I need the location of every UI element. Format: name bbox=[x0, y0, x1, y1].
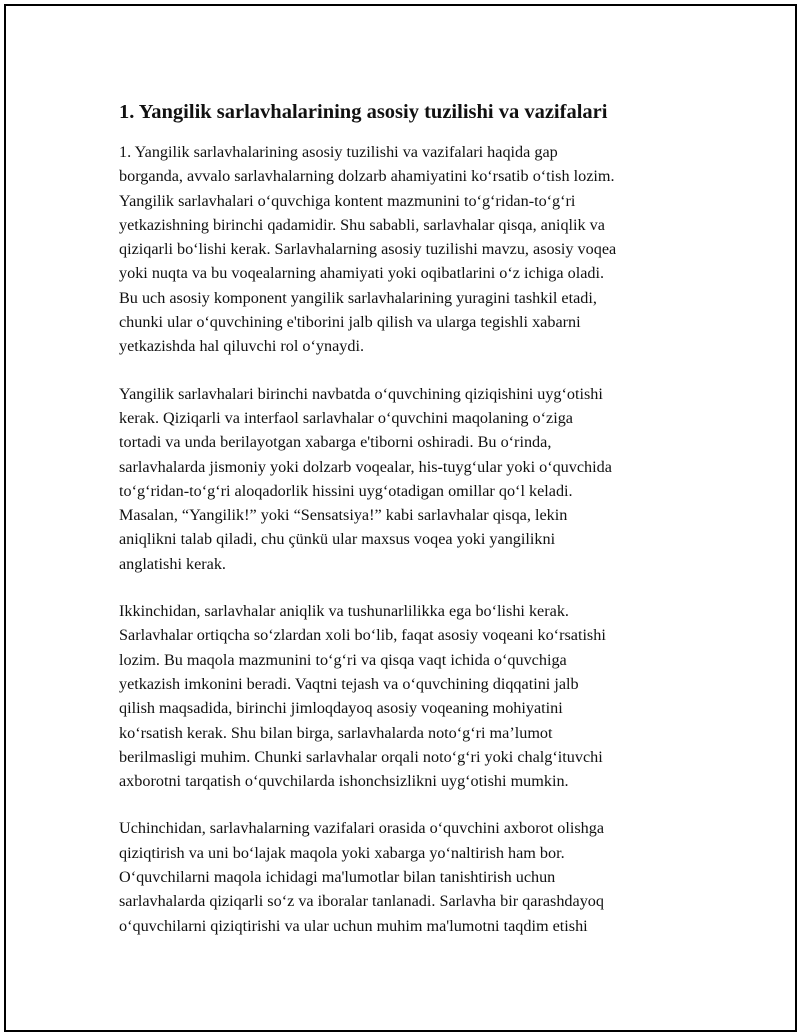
paragraph-line: oʻquvchilarni qiziqtirishi va ular uchun muhim ma'lumotni taqdim etishi bbox=[119, 916, 588, 935]
paragraph-2 bbox=[119, 382, 699, 576]
paragraph-line: Uchinchidan, sarlavhalarning vazifalari orasida oʻquvchini axborot olishga bbox=[119, 819, 605, 838]
paragraph-line: anglatishi kerak. bbox=[119, 554, 226, 573]
paragraph-1 bbox=[119, 140, 699, 359]
document-title: 1. Yangilik sarlavhalarining asosiy tuzilishi va vazifalari bbox=[119, 101, 608, 123]
paragraph-line: qiziqtirish va uni boʻlajak maqola yoki xabarga yoʻnaltirish ham bor. bbox=[119, 843, 565, 862]
paragraph-line: lozim. Bu maqola mazmunini toʻgʻri va qisqa vaqt ichida oʻquvchiga bbox=[119, 650, 567, 669]
paragraph-line: Yangilik sarlavhalari oʻquvchiga kontent mazmunini toʻgʻridan-toʻgʻri bbox=[119, 191, 576, 210]
paragraph-line: sarlavhalarda qiziqarli soʻz va iboralar tanlanadi. Sarlavha bir qarashdayoq bbox=[119, 892, 604, 911]
paragraph-line: berilmasligi muhim. Chunki sarlavhalar orqali notoʻgʻri yoki chalgʻituvchi bbox=[119, 747, 603, 766]
paragraph-line: tortadi va unda berilayotgan xabarga e'tiborni oshiradi. Bu oʻrinda, bbox=[119, 433, 552, 452]
paragraph-line: borganda, avvalo sarlavhalarning dolzarb ahamiyatini koʻrsatib oʻtish lozim. bbox=[119, 167, 615, 186]
paragraph-line: Masalan, “Yangilik!” yoki “Sensatsiya!” kabi sarlavhalar qisqa, lekin bbox=[119, 506, 568, 525]
paragraph-line: yetkazishda hal qiluvchi rol oʻynaydi. bbox=[119, 337, 364, 356]
paragraph-line: chunki ular oʻquvchining e'tiborini jalb qilish va ularga tegishli xabarni bbox=[119, 313, 581, 332]
document-body bbox=[119, 98, 699, 961]
paragraph-line: Yangilik sarlavhalari birinchi navbatda oʻquvchining qiziqishini uygʻotishi bbox=[119, 384, 603, 403]
paragraph-4 bbox=[119, 816, 699, 937]
paragraph-line: koʻrsatish kerak. Shu bilan birga, sarlavhalarda notoʻgʻri ma’lumot bbox=[119, 723, 553, 742]
paragraph-line: Sarlavhalar ortiqcha soʻzlardan xoli boʻlib, faqat asosiy voqeani koʻrsatishi bbox=[119, 626, 606, 645]
paragraph-line: yetkazishning birinchi qadamidir. Shu sababli, sarlavhalar qisqa, aniqlik va bbox=[119, 215, 605, 234]
paragraph-line: Ikkinchidan, sarlavhalar aniqlik va tushunarlilikka ega boʻlishi kerak. bbox=[119, 602, 569, 621]
paragraph-line: yoki nuqta va bu voqealarning ahamiyati yoki oqibatlarini oʻz ichiga oladi. bbox=[119, 264, 605, 283]
paragraph-line: kerak. Qiziqarli va interfaol sarlavhalar oʻquvchini maqolaning oʻziga bbox=[119, 408, 573, 427]
paragraph-line: aniqlikni talab qiladi, chu çünkü ular maxsus voqea yoki yangilikni bbox=[119, 530, 556, 549]
page-frame bbox=[4, 4, 797, 1032]
paragraph-line: Oʻquvchilarni maqola ichidagi ma'lumotlar bilan tanishtirish uchun bbox=[119, 868, 556, 887]
paragraph-line: Bu uch asosiy komponent yangilik sarlavhalarining yuragini tashkil etadi, bbox=[119, 288, 597, 307]
paragraph-line: axborotni tarqatish oʻquvchilarda ishonchsizlikni uygʻotishi mumkin. bbox=[119, 772, 569, 791]
paragraph-line: qiziqarli boʻlishi kerak. Sarlavhalarning asosiy tuzilishi mavzu, asosiy voqea bbox=[119, 240, 617, 259]
paragraph-line: toʻgʻridan-toʻgʻri aloqadorlik hissini uygʻotadigan omillar qoʻl keladi. bbox=[119, 481, 573, 500]
paragraph-line: sarlavhalarda jismoniy yoki dolzarb voqealar, his-tuygʻular yoki oʻquvchida bbox=[119, 457, 612, 476]
paragraph-line: 1. Yangilik sarlavhalarining asosiy tuzilishi va vazifalari haqida gap bbox=[119, 143, 558, 161]
paragraph-line: yetkazish imkonini beradi. Vaqtni tejash va oʻquvchining diqqatini jalb bbox=[119, 674, 579, 693]
paragraph-3 bbox=[119, 599, 699, 793]
paragraph-line: qilish maqsadida, birinchi jimloqdayoq asosiy voqeaning mohiyatini bbox=[119, 699, 563, 718]
